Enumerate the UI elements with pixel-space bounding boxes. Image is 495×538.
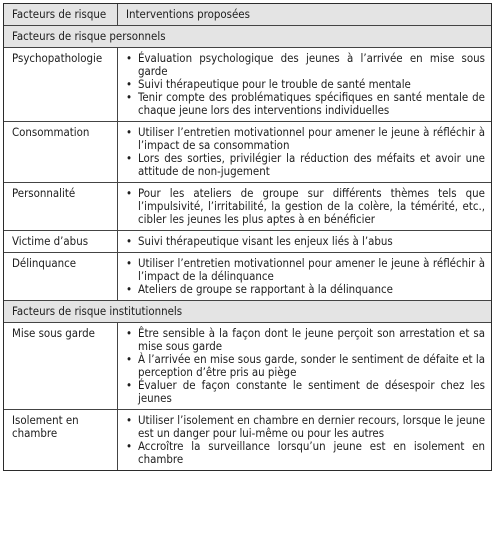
interventions-list: [126, 414, 485, 466]
intervention-text: Suivi thérapeutique pour le trouble de santé mentale: [138, 77, 411, 91]
interventions-cell: [118, 253, 491, 300]
list-item: [126, 187, 485, 226]
bullet-icon: •: [126, 256, 133, 270]
list-item: [126, 152, 485, 178]
risk-factor-cell: Victime d’abus: [4, 231, 118, 252]
bullet-icon: •: [126, 282, 133, 296]
list-item: [126, 52, 485, 78]
section-title: Facteurs de risque institutionnels: [4, 301, 491, 322]
bullet-icon: •: [126, 90, 133, 104]
risk-factor-cell: Isolement en chambre: [4, 410, 118, 470]
bullet-icon: •: [126, 77, 133, 91]
section-header-row: [4, 26, 491, 48]
intervention-text: Utiliser l’entretien motivationnel pour amener le jeune à réfléchir à l’impact de la délinquance: [138, 256, 485, 283]
intervention-text: Utiliser l’isolement en chambre en dernier recours, lorsque le jeune est un danger pour lui-même ou pour les autres: [138, 413, 485, 440]
section-title: Facteurs de risque personnels: [4, 26, 491, 47]
intervention-text: Ateliers de groupe se rapportant à la délinquance: [138, 282, 393, 296]
list-item: [126, 327, 485, 353]
bullet-icon: •: [126, 186, 133, 200]
bullet-icon: •: [126, 151, 133, 165]
header-risk-factors: Facteurs de risque: [4, 4, 118, 25]
table-body: [4, 26, 491, 470]
intervention-text: Tenir compte des problématiques spécifiques en santé mentale de chaque jeune lors des interventions individuelles: [138, 90, 485, 117]
list-item: [126, 257, 485, 283]
intervention-text: À l’arrivée en mise sous garde, sonder le sentiment de défaite et la perception d’être pris au piège: [138, 352, 485, 379]
interventions-list: [126, 187, 485, 226]
table-row: [4, 122, 491, 183]
bullet-icon: •: [126, 125, 133, 139]
list-item: [126, 126, 485, 152]
interventions-list: [126, 327, 485, 405]
intervention-text: Lors des sorties, privilégier la réduction des méfaits et avoir une attitude de non-jugement: [138, 151, 485, 178]
interventions-cell: [118, 231, 491, 252]
bullet-icon: •: [126, 51, 133, 65]
risk-factor-cell: Consommation: [4, 122, 118, 182]
list-item: [126, 440, 485, 466]
bullet-icon: •: [126, 378, 133, 392]
intervention-text: Accroître la surveillance lorsqu’un jeune est en isolement en chambre: [138, 439, 485, 466]
interventions-list: [126, 257, 485, 296]
risk-factor-cell: Personnalité: [4, 183, 118, 230]
interventions-list: [126, 126, 485, 178]
table-row: [4, 253, 491, 301]
list-item: [126, 353, 485, 379]
header-interventions: Interventions proposées: [126, 7, 250, 21]
interventions-cell: [118, 122, 491, 182]
risk-interventions-table: [3, 3, 492, 471]
interventions-list: [126, 235, 485, 248]
table-row: [4, 48, 491, 122]
bullet-icon: •: [126, 352, 133, 366]
interventions-cell: [118, 183, 491, 230]
intervention-text: Évaluer de façon constante le sentiment de désespoir chez les jeunes: [138, 378, 485, 405]
intervention-text: Utiliser l’entretien motivationnel pour amener le jeune à réfléchir à l’impact de sa consommation: [138, 125, 485, 152]
intervention-text: Évaluation psychologique des jeunes à l’arrivée en mise sous garde: [138, 51, 485, 78]
list-item: [126, 414, 485, 440]
section-header-row: [4, 301, 491, 323]
table-row: [4, 323, 491, 410]
table-header-row: [4, 4, 491, 26]
list-item: [126, 91, 485, 117]
table-row: [4, 231, 491, 253]
table-row: [4, 183, 491, 231]
interventions-cell: [118, 48, 491, 121]
intervention-text: Être sensible à la façon dont le jeune perçoit son arrestation et sa mise sous garde: [138, 326, 485, 353]
risk-factor-cell: Mise sous garde: [4, 323, 118, 409]
list-item: [126, 283, 485, 296]
bullet-icon: •: [126, 439, 133, 453]
list-item: [126, 379, 485, 405]
bullet-icon: •: [126, 413, 133, 427]
intervention-text: Suivi thérapeutique visant les enjeux liés à l’abus: [138, 234, 393, 248]
interventions-cell: [118, 410, 491, 470]
bullet-icon: •: [126, 326, 133, 340]
risk-factor-cell: Psychopathologie: [4, 48, 118, 121]
risk-factor-cell: Délinquance: [4, 253, 118, 300]
intervention-text: Pour les ateliers de groupe sur différents thèmes tels que l’impulsivité, l’irritabilité, la gestion de la colère, la témérité, etc., cibler les jeunes les plus aptes à en bénéficier: [138, 186, 485, 226]
bullet-icon: •: [126, 234, 133, 248]
table-row: [4, 410, 491, 470]
interventions-list: [126, 52, 485, 117]
list-item: [126, 235, 485, 248]
interventions-cell: [118, 323, 491, 409]
